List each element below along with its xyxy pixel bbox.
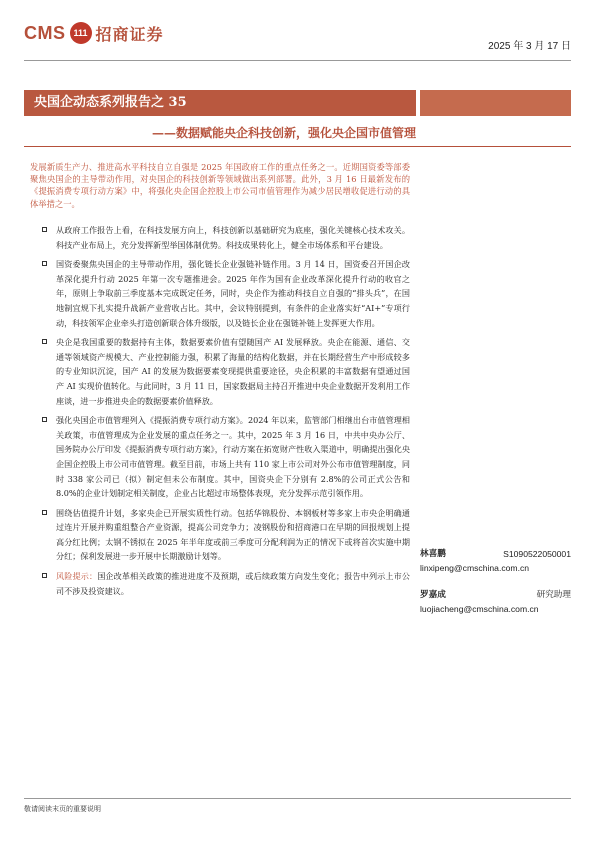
- logo-badge-icon: 111: [70, 22, 92, 44]
- company-logo: [24, 18, 164, 48]
- bullet-text: 国资委聚焦央国企的主导带动作用，强化链长企业强链补链作用。3 月 14 日，国资委召开国企改革深化提升行动 2025 年第一次专题推进会。2025 年作为国有企业改革深化提升行动的收官之年，原则上争取前三季度基本完成既定任务，同时，央企作为推动科技自立自强的“排头兵”，在国地制宜规下扎实提升战新产业营收占比。其中，会议特别提到，有条件的企业落实好“AI+”专项行动，科技领军企业牵头打造创新联合体升级版，以及链长企业在强链补链上发挥更大作用。: [56, 259, 410, 328]
- list-item: [40, 506, 410, 564]
- analyst-name: 林喜鹏: [420, 549, 446, 559]
- report-title: 央国企动态系列报告之 35: [24, 90, 416, 116]
- bullet-text: 央企是我国重要的数据持有主体，数据要素价值有望随国产 AI 发展释放。央企在能源、通信、交通等领域资产规模大、产业控制能力强，积累了海量的结构化数据，并在长期经营生产中形成较多的专业知识沉淀，国产 AI 的发展为数据要素变现提供重要途径，央企积累的丰富数据有望通过国产 AI 实现价值转化。与此同时，3 月 11 日，国家数据局主持召开推进中央企业数据开发利用工作座谈，进一步推进央企的数据要素价值释放。: [56, 337, 410, 406]
- header-divider: [24, 60, 571, 61]
- risk-text: 国企改革相关政策的推进进度不及预期，或后续政策方向发生变化；报告中列示上市公司不涉及投资建议。: [56, 571, 410, 596]
- risk-warning-item: [40, 569, 410, 598]
- footer-divider: [24, 798, 571, 799]
- analyst-card: [420, 548, 571, 574]
- logo-cms-text: CMS: [24, 22, 66, 43]
- bullet-square-icon: [42, 417, 47, 422]
- analyst-role: 研究助理: [536, 590, 571, 600]
- list-item: [40, 413, 410, 501]
- key-points-list: [40, 223, 410, 603]
- bullet-text: 强化央国企市值管理列入《提振消费专项行动方案》。2024 年以来，监管部门相继出台市值管理相关政策，市值管理成为企业发展的重点任务之一。其中，2025 年 3 月 16 日，中共中央办公厅、国务院办公厅印发《提振消费专项行动方案》，行动方案在拓宽财产性收入渠道中，明确提出强化央企国企控股上市公司市值管理。截至目前，市场上共有 110 家上市公司对外公布市值管理制度，同时 338 家公司已（拟）制定但未公布制度。其中，国资央企下分别有 2.8%的公司正式公告和 8.0%的企业计划制定相关制度，企业占比超过市场整体表现，充分发挥示范引领作用。: [56, 415, 410, 499]
- report-subtitle: ——数据赋能央企科技创新，强化央企国市值管理: [151, 126, 416, 140]
- list-item: [40, 335, 410, 408]
- analyst-email[interactable]: linxipeng@cmschina.com.cn: [420, 563, 530, 573]
- bullet-square-icon: [42, 261, 47, 266]
- bullet-square-icon: [42, 339, 47, 344]
- list-item: [40, 257, 410, 330]
- subtitle-divider: [24, 146, 571, 147]
- footer-disclaimer: 敬请阅读末页的重要说明: [24, 805, 101, 813]
- report-date: 2025 年 3 月 17 日: [488, 41, 571, 52]
- abstract-paragraph: 发展新质生产力、推进高水平科技自立自强是 2025 年国政府工作的重点任务之一。近期国资委等部委聚焦央国企的主导带动作用，对央国企的科技创新等领域做出系列部署。此外，3 月 16 日最新发布的《提振消费专项行动方案》中，将强化央企国企控股上市公司市值管理作为减少居民增收促进行动的具体举措之一。: [30, 162, 410, 209]
- title-side-block: [420, 90, 571, 116]
- bullet-square-icon: [42, 573, 47, 578]
- analyst-email[interactable]: luojiacheng@cmschina.com.cn: [420, 604, 539, 614]
- list-item: [40, 223, 410, 252]
- analyst-card: [420, 589, 571, 615]
- bullet-square-icon: [42, 227, 47, 232]
- bullet-square-icon: [42, 510, 47, 515]
- logo-chinese-name: 招商证券: [95, 24, 164, 44]
- bullet-text: 从政府工作报告上看，在科技发展方向上，科技创新以基础研究为底座，强化关键核心技术攻关。科技产业布局上，充分发挥新型举国体制优势。科技成果转化上，健全市场体系和平台建设。: [56, 225, 410, 250]
- analyst-name: 罗嘉成: [420, 590, 446, 600]
- bullet-text: 围绕估值提升计划，多家央企已开展实质性行动。包括华锦股份、本钢板材等多家上市央企明确通过连片开展并购重组整合产业资源，提高公司竞争力；凌钢股份和招商港口在早期的回报规划上提高分红比例；太钢不锈拟在 2025 年半年度或前三季度可分配利润为正的情况下或将首次实施中期分红；保利发展进一步开展中长期激励计划等。: [56, 507, 410, 562]
- analyst-cert-number: S1090522050001: [503, 549, 571, 559]
- risk-label: 风险提示：: [56, 571, 98, 582]
